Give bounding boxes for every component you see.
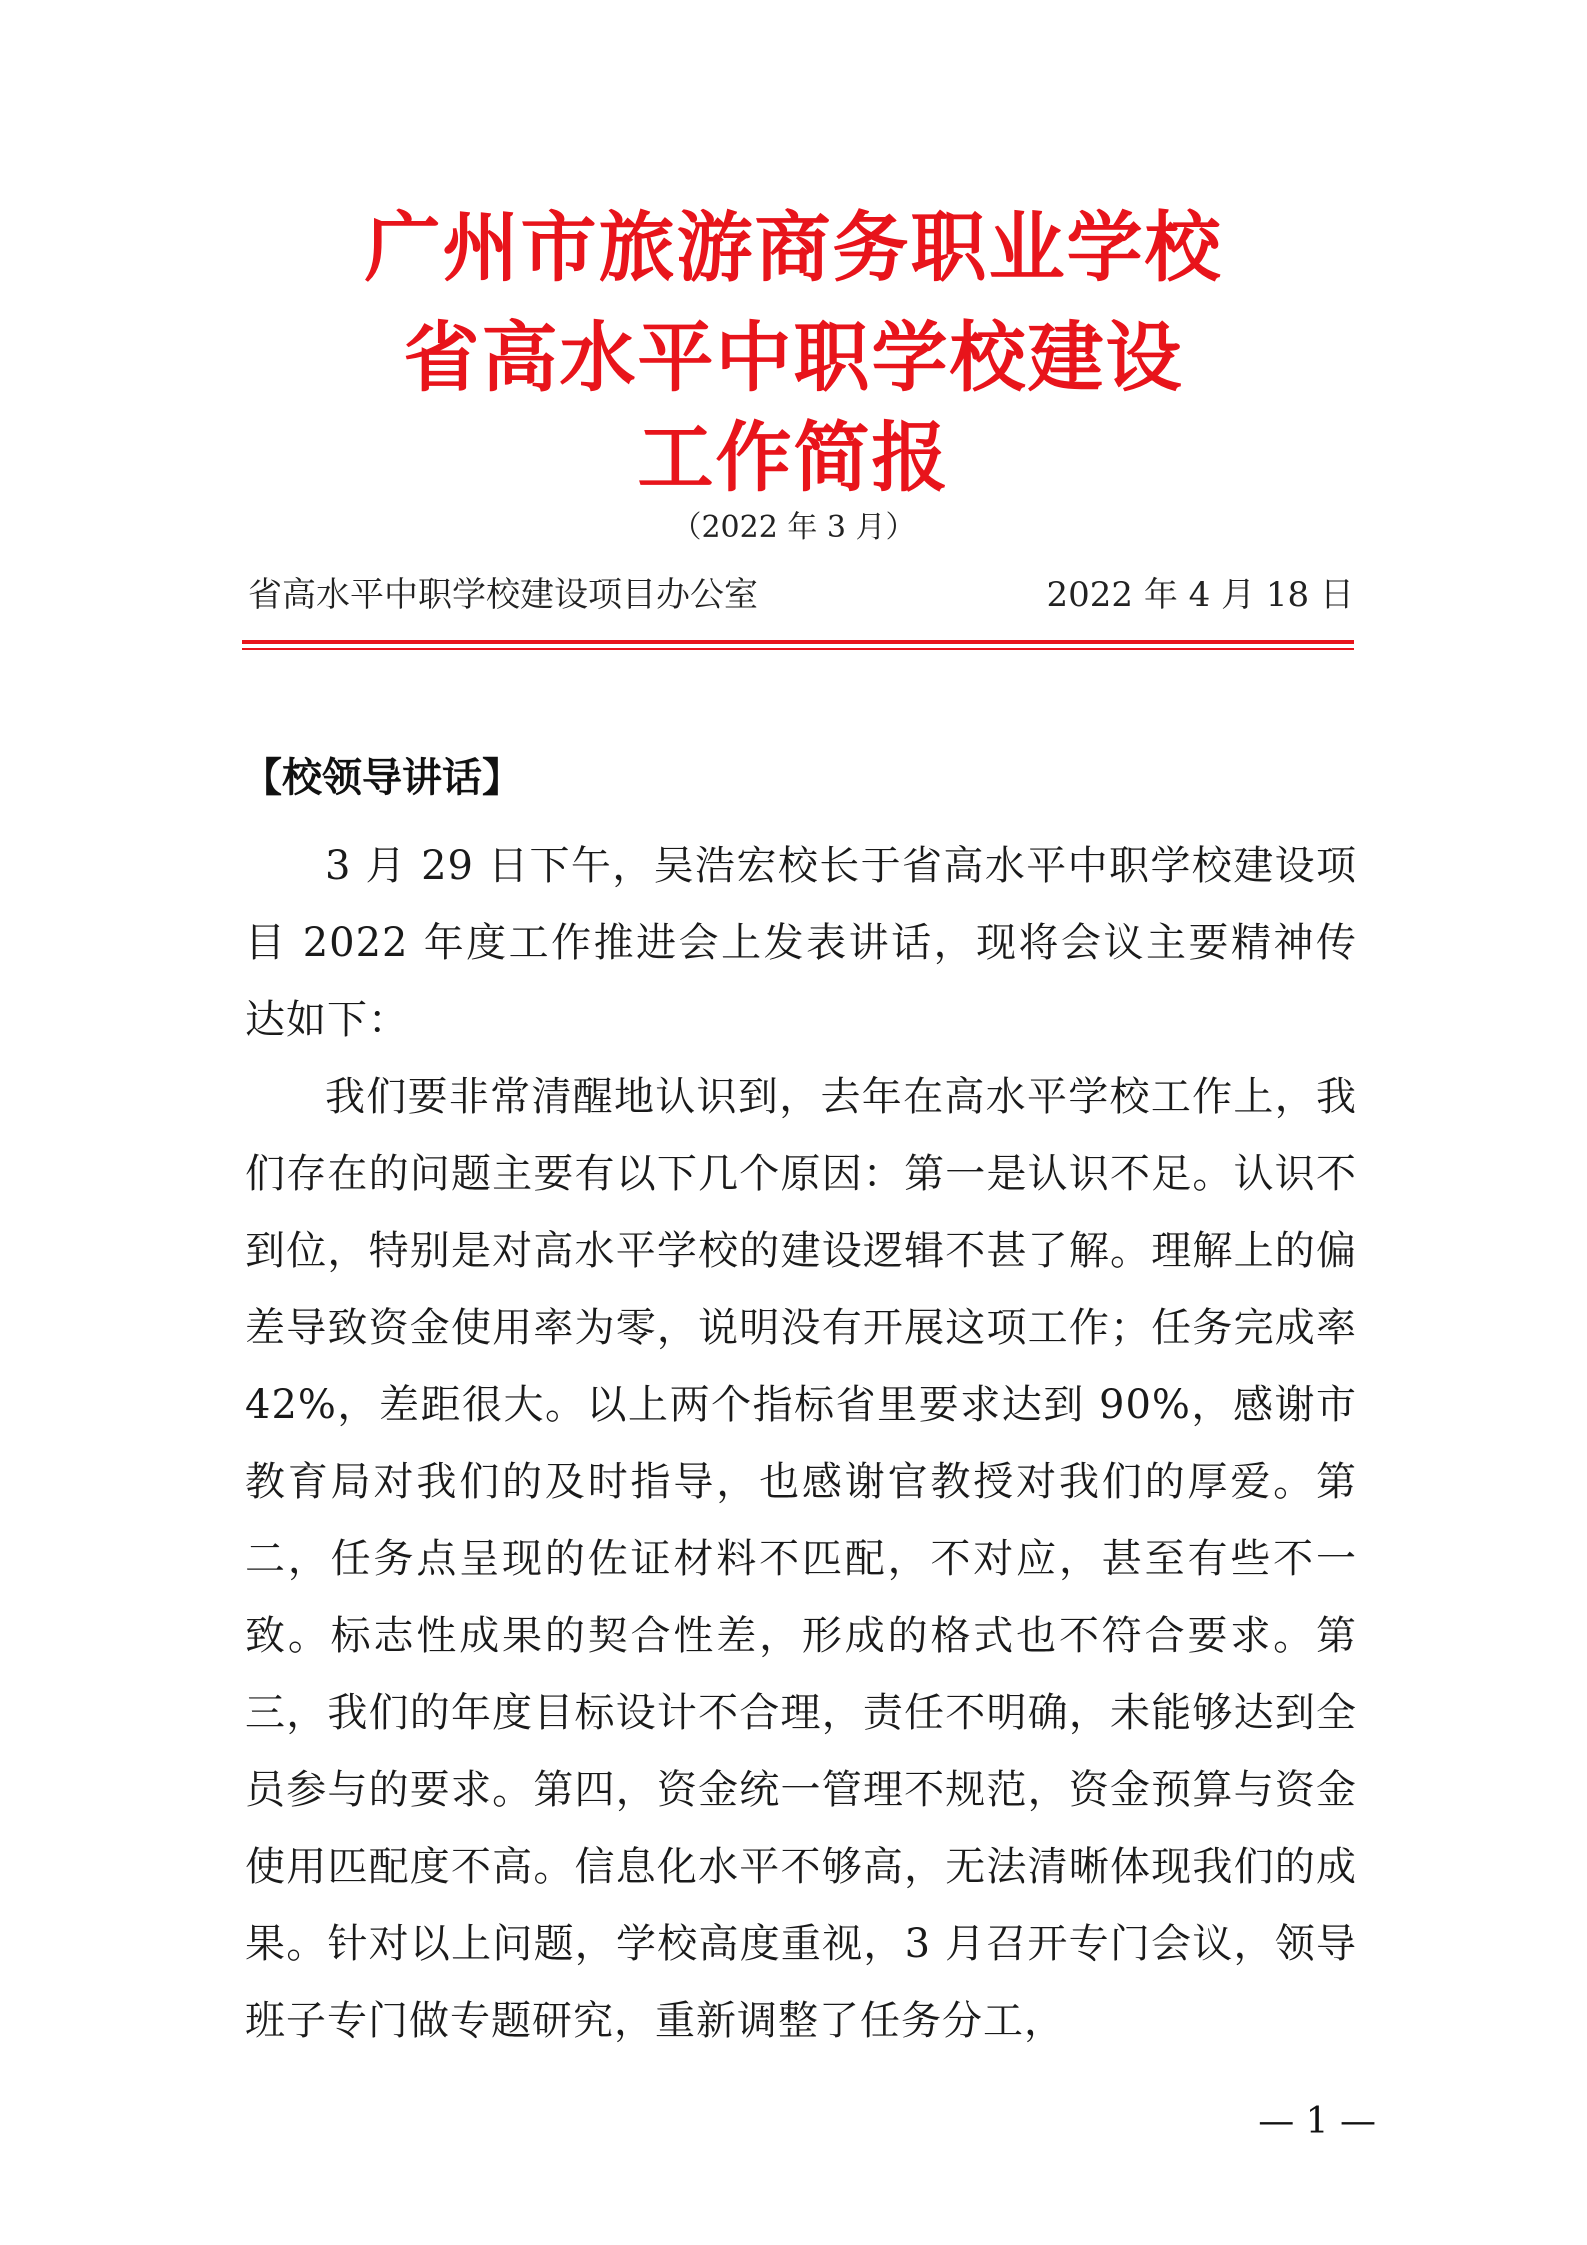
publish-date: 2022 年 4 月 18 日 xyxy=(1046,575,1354,615)
page-number: — 1 — xyxy=(1258,2101,1376,2142)
title-bulletin: 工作简报 xyxy=(637,413,950,502)
paragraph-1: 3 月 29 日下午，吴浩宏校长于省高水平中职学校建设项目 2022 年度工作推进会上发表讲话，现将会议主要精神传达如下： xyxy=(245,843,1357,1043)
title-school-name: 广州市旅游商务职业学校 xyxy=(364,203,1223,292)
section-heading: 【校领导讲话】 xyxy=(242,755,522,801)
paragraph-2: 我们要非常清醒地认识到，去年在高水平学校工作上，我们存在的问题主要有以下几个原因：第一是认识不足。认识不到位，特别是对高水平学校的建设逻辑不甚了解。理解上的偏差导致资金使用率为零，说明没有开展这项工作；任务完成率 42%，差距很大。以上两个指标省里要求达到 90%，感谢市教育局对我们的及时指导，也感谢官教授对我们的厚爱。第二，任务点呈现的佐证材料不匹配，不对应，甚至有些不一致。标志性成果的契合性差，形成的格式也不符合要求。第三，我们的年度目标设计不合理，责任不明确，未能够达到全员参与的要求。第四，资金统一管理不规范，资金预算与资金使用匹配度不高。信息化水平不够高，无法清晰体现我们的成果。针对以上问题，学校高度重视，3 月召开专门会议，领导班子专门做专题研究，重新调整了任务分工， xyxy=(245,1074,1357,2044)
issuing-office: 省高水平中职学校建设项目办公室 xyxy=(248,575,758,615)
meta-line xyxy=(248,572,1354,618)
issue-date: （2022 年 3 月） xyxy=(671,510,916,545)
article-body xyxy=(245,828,1357,2060)
header-divider-thin xyxy=(242,648,1354,650)
header-divider-thick xyxy=(242,640,1354,644)
title-project-name: 省高水平中职学校建设 xyxy=(403,313,1184,402)
